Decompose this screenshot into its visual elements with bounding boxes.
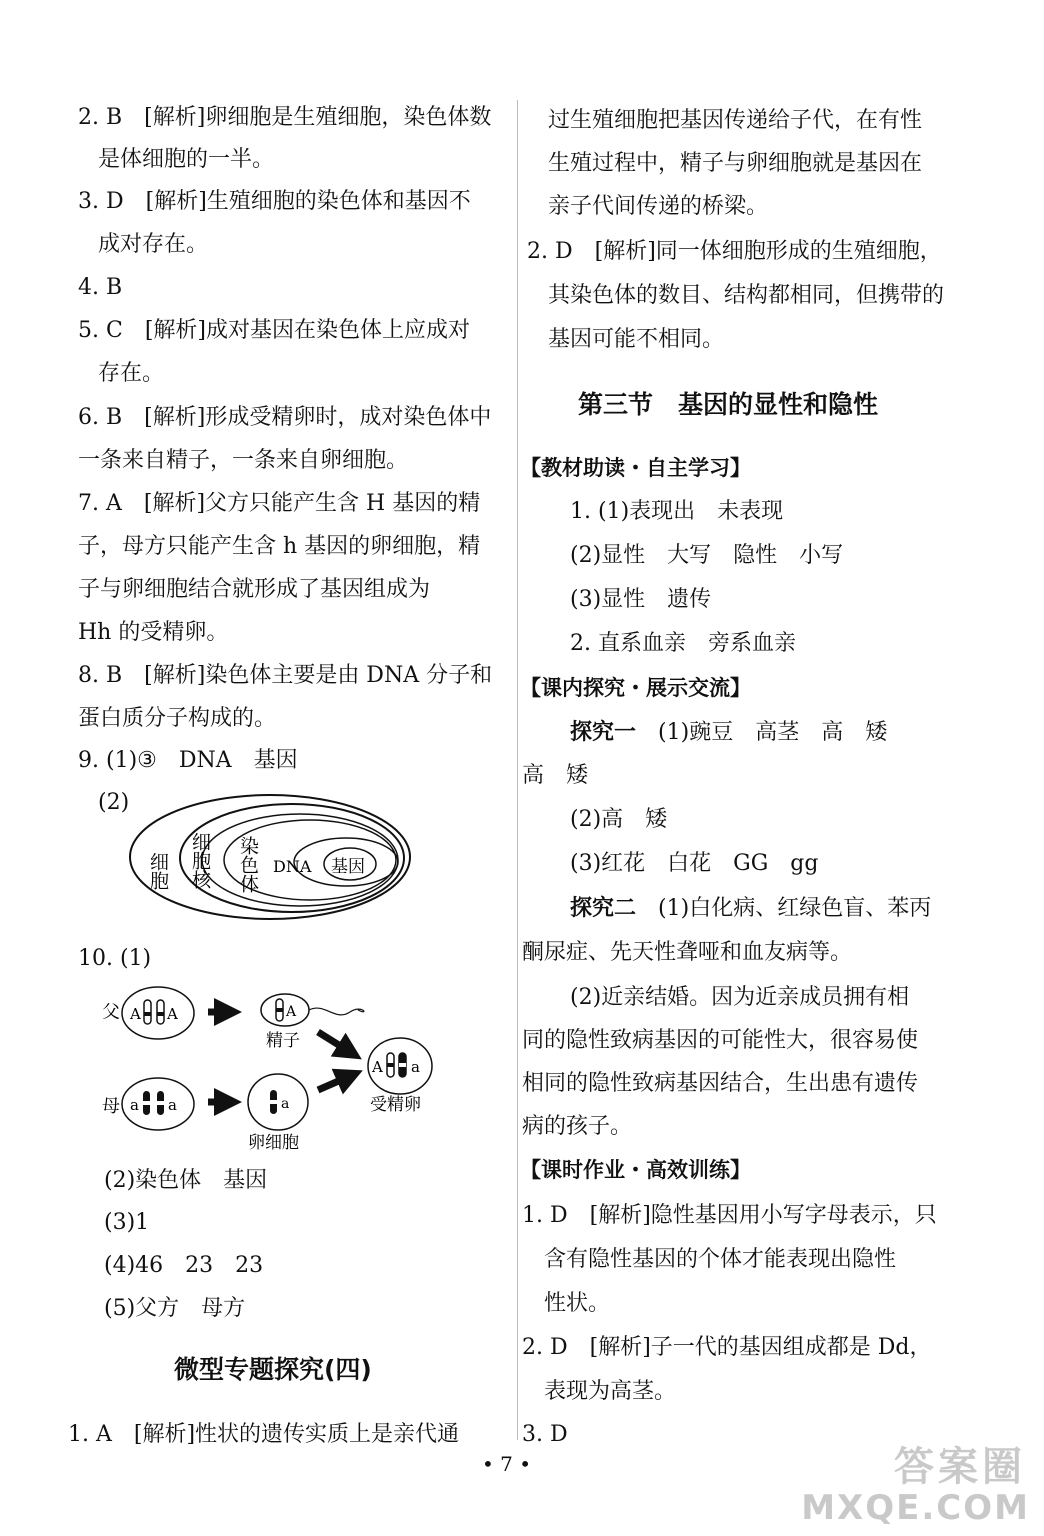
inquiry-2-text: (1)白化病、红绿色盲、苯丙 [658, 896, 932, 921]
mother-allele-a1: a [130, 1096, 139, 1114]
answer-6-line-2: 一条来自精子，一条来自卵细胞。 [78, 448, 409, 473]
answer-10-part-5: (5)父方 母方 [104, 1296, 246, 1321]
answer-4: 4. B [78, 275, 123, 300]
answer-2-line-2: 是体细胞的一半。 [98, 147, 275, 172]
zygote-allele-a: a [411, 1058, 420, 1076]
answer-8-line-1: 8. B [解析]染色体主要是由 DNA 分子和 [78, 663, 493, 688]
answer-10-part-3: (3)1 [104, 1210, 150, 1235]
watermark-line-2: MXQE.COM [801, 1488, 1030, 1528]
inquiry-1-line-2: 高 矮 [522, 763, 589, 788]
inquiry-1-text: (1)豌豆 高茎 高 矮 [658, 720, 888, 745]
zygote-allele-A: A [372, 1058, 383, 1076]
heading-textbook-reading: 【教材助读・自主学习】 [520, 456, 751, 480]
label-nucleus: 细胞核 [189, 832, 211, 889]
label-sperm: 精子 [266, 1031, 300, 1051]
answer-7-line-3: 子与卵细胞结合就形成了基因组成为 [78, 577, 431, 602]
answer-8-line-2: 蛋白质分子构成的。 [78, 706, 277, 731]
micro-answer-2-line-3: 基因可能不相同。 [548, 327, 725, 352]
label-cell: 细胞 [147, 852, 169, 890]
fertilization-diagram [100, 980, 440, 1155]
inquiry-2-part-2-line-2: 同的隐性致病基因的可能性大，很容易使 [522, 1028, 919, 1053]
answer-5-line-2: 存在。 [98, 361, 165, 386]
answer-7-line-4: Hh 的受精卵。 [78, 620, 229, 645]
answer-9-part-1: 9. (1)③ DNA 基因 [78, 748, 298, 773]
continued-line-1: 过生殖细胞把基因传递给子代，在有性 [548, 108, 923, 133]
page-number: • 7 • [482, 1452, 532, 1476]
sperm-tail [309, 1008, 364, 1015]
answer-9-part-2: (2) [98, 790, 130, 815]
sperm-allele: A [286, 1004, 297, 1020]
inquiry-1-line-1 [570, 718, 887, 748]
continued-line-3: 亲子代间传递的桥梁。 [548, 194, 769, 219]
egg-cell [248, 1074, 308, 1130]
answer-10-part-1: 10. (1) [78, 946, 152, 971]
reading-answer-2: 2. 直系血亲 旁系血亲 [570, 631, 796, 656]
answer-5-line-1: 5. C [解析]成对基因在染色体上应成对 [78, 318, 470, 343]
inquiry-2-part-2-line-1: (2)近亲结婚。因为近亲成员拥有相 [570, 985, 910, 1010]
inquiry-2-line-1 [570, 894, 931, 924]
inquiry-2-part-2-line-3: 相同的隐性致病基因结合，生出患有遗传 [522, 1071, 919, 1096]
micro-answer-2-line-1: 2. D [解析]同一体细胞形成的生殖细胞， [527, 239, 942, 264]
section-title: 第三节 基因的显性和隐性 [578, 390, 879, 419]
heading-class-inquiry: 【课内探究・展示交流】 [520, 676, 751, 700]
watermark-line-1: 答案圈 [894, 1444, 1026, 1490]
heading-homework: 【课时作业・高效训练】 [520, 1158, 751, 1182]
label-mother: 母 [102, 1096, 120, 1117]
ring-cell [130, 795, 410, 919]
label-father: 父 [102, 1002, 120, 1023]
reading-answer-1-2: (2)显性 大写 隐性 小写 [570, 543, 844, 568]
inquiry-2-part-2-line-4: 病的孩子。 [522, 1114, 633, 1139]
micro-topic-title: 微型专题探究(四) [174, 1355, 372, 1384]
column-divider [517, 100, 518, 1440]
inquiry-1-label: 探究一 [570, 720, 637, 745]
inquiry-1-part-2: (2)高 矮 [570, 807, 668, 832]
arrow-sperm-to-zygote [318, 1032, 350, 1052]
inquiry-2-label: 探究二 [570, 896, 637, 921]
father-allele-A1: A [130, 1005, 141, 1023]
answer-10-part-4: (4)46 23 23 [104, 1253, 264, 1278]
answer-2-line-1: 2. B [解析]卵细胞是生殖细胞，染色体数 [78, 105, 492, 130]
answer-3-line-1: 3. D [解析]生殖细胞的染色体和基因不 [78, 189, 471, 214]
answer-6-line-1: 6. B [解析]形成受精卵时，成对染色体中 [78, 405, 492, 430]
egg-allele: a [281, 1096, 290, 1112]
reading-answer-1-1: 1. (1)表现出 未表现 [570, 499, 784, 524]
label-chromosome: 染色体 [237, 836, 259, 893]
micro-answer-1: 1. A [解析]性状的遗传实质上是亲代通 [68, 1422, 460, 1447]
answer-7-line-1: 7. A [解析]父方只能产生含 H 基因的精 [78, 491, 481, 516]
answer-7-line-2: 子，母方只能产生含 h 基因的卵细胞，精 [78, 534, 481, 559]
answer-3-line-2: 成对存在。 [98, 232, 209, 257]
label-gene: 基因 [331, 857, 365, 877]
inquiry-2-line-2: 酮尿症、先天性聋哑和血友病等。 [522, 940, 853, 965]
label-zygote: 受精卵 [370, 1095, 421, 1115]
father-allele-A2: A [167, 1005, 178, 1023]
homework-2-line-2: 表现为高茎。 [544, 1379, 677, 1404]
label-dna: DNA [273, 857, 312, 876]
homework-1-line-3: 性状。 [544, 1291, 611, 1316]
continued-line-2: 生殖过程中，精子与卵细胞就是基因在 [548, 151, 923, 176]
homework-1-line-2: 含有隐性基因的个体才能表现出隐性 [544, 1247, 897, 1272]
nested-ellipses-diagram [128, 792, 414, 922]
sperm-cell [261, 994, 309, 1026]
inquiry-1-part-3: (3)红花 白花 GG gg [570, 851, 819, 876]
reading-answer-1-3: (3)显性 遗传 [570, 587, 712, 612]
micro-answer-2-line-2: 其染色体的数目、结构都相同，但携带的 [548, 283, 945, 308]
arrow-egg-to-zygote [318, 1076, 350, 1090]
homework-2-line-1: 2. D [解析]子一代的基因组成都是 Dd， [522, 1335, 932, 1360]
homework-1-line-1: 1. D [解析]隐性基因用小写字母表示，只 [522, 1203, 937, 1228]
mother-allele-a2: a [168, 1096, 177, 1114]
homework-3: 3. D [522, 1422, 568, 1447]
label-egg: 卵细胞 [248, 1133, 299, 1153]
answer-10-part-2: (2)染色体 基因 [104, 1168, 268, 1193]
